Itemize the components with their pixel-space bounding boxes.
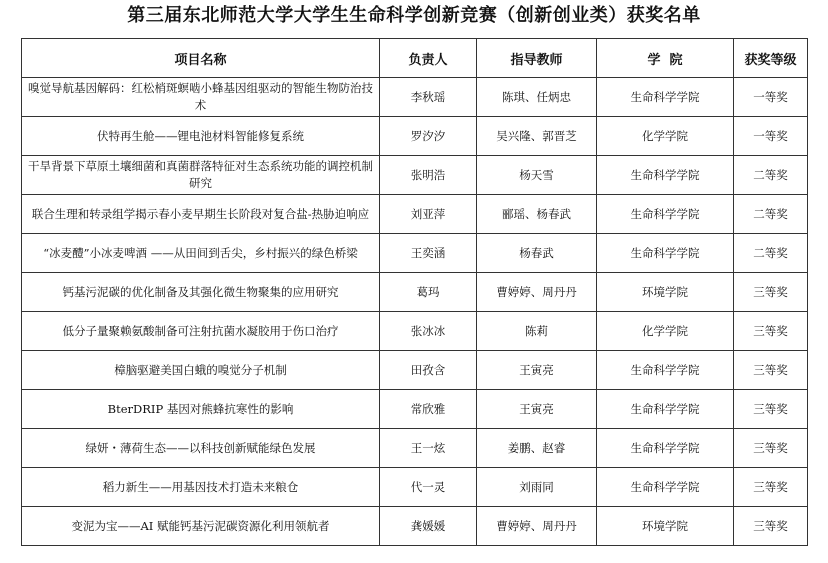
- award-cell: 三等奖: [734, 429, 808, 468]
- college-cell: 生命科学学院: [597, 156, 734, 195]
- header-college: 学 院: [597, 39, 734, 78]
- college-cell: 生命科学学院: [597, 351, 734, 390]
- advisor-cell: 刘雨同: [477, 468, 597, 507]
- college-cell: 环境学院: [597, 507, 734, 546]
- project-name-cell: 变泥为宝——AI 赋能钙基污泥碳资源化利用领航者: [22, 507, 380, 546]
- table-row: [22, 429, 808, 468]
- leader-cell: 刘亚萍: [380, 195, 477, 234]
- table-row: [22, 117, 808, 156]
- college-cell: 生命科学学院: [597, 78, 734, 117]
- advisor-cell: 姜鹏、赵睿: [477, 429, 597, 468]
- advisor-cell: 曹婷婷、周丹丹: [477, 273, 597, 312]
- leader-cell: 张冰冰: [380, 312, 477, 351]
- header-award: 获奖等级: [734, 39, 808, 78]
- award-cell: 三等奖: [734, 351, 808, 390]
- award-cell: 三等奖: [734, 312, 808, 351]
- award-cell: 一等奖: [734, 78, 808, 117]
- table-row: [22, 78, 808, 117]
- college-cell: 生命科学学院: [597, 390, 734, 429]
- project-name-cell: BterDRIP 基因对熊蜂抗寒性的影响: [22, 390, 380, 429]
- advisor-cell: 杨天雪: [477, 156, 597, 195]
- college-cell: 环境学院: [597, 273, 734, 312]
- header-advisor: 指导教师: [477, 39, 597, 78]
- leader-cell: 龚媛媛: [380, 507, 477, 546]
- project-name-cell: 绿妍・薄荷生态——以科技创新赋能绿色发展: [22, 429, 380, 468]
- project-name-cell: 联合生理和转录组学揭示春小麦早期生长阶段对复合盐-热胁迫响应: [22, 195, 380, 234]
- award-cell: 三等奖: [734, 507, 808, 546]
- project-name-cell: 樟脑驱避美国白蛾的嗅觉分子机制: [22, 351, 380, 390]
- advisor-cell: 陈琪、任炳忠: [477, 78, 597, 117]
- college-cell: 化学学院: [597, 117, 734, 156]
- project-name-cell: 嗅觉导航基因解码：红松梢斑螟啮小蜂基因组驱动的智能生物防治技术: [22, 78, 380, 117]
- award-cell: 二等奖: [734, 234, 808, 273]
- advisor-cell: 曹婷婷、周丹丹: [477, 507, 597, 546]
- project-name-cell: 钙基污泥碳的优化制备及其强化微生物聚集的应用研究: [22, 273, 380, 312]
- table-header-row: [22, 39, 808, 78]
- project-name-cell: 伏特再生舱——锂电池材料智能修复系统: [22, 117, 380, 156]
- award-table: [21, 38, 808, 546]
- award-cell: 三等奖: [734, 390, 808, 429]
- leader-cell: 葛玛: [380, 273, 477, 312]
- table-row: [22, 195, 808, 234]
- advisor-cell: 杨春武: [477, 234, 597, 273]
- advisor-cell: 郦瑶、杨春武: [477, 195, 597, 234]
- leader-cell: 常欣雅: [380, 390, 477, 429]
- project-name-cell: 干旱背景下草原土壤细菌和真菌群落特征对生态系统功能的调控机制研究: [22, 156, 380, 195]
- college-cell: 生命科学学院: [597, 234, 734, 273]
- leader-cell: 王一炫: [380, 429, 477, 468]
- header-leader: 负责人: [380, 39, 477, 78]
- project-name-cell: 低分子量聚赖氨酸制备可注射抗菌水凝胶用于伤口治疗: [22, 312, 380, 351]
- college-cell: 生命科学学院: [597, 429, 734, 468]
- table-row: [22, 312, 808, 351]
- project-name-cell: 稻力新生——用基因技术打造未来粮仓: [22, 468, 380, 507]
- project-name-cell: “冰麦醴”小冰麦啤酒 ——从田间到舌尖，乡村振兴的绿色桥梁: [22, 234, 380, 273]
- advisor-cell: 王寅亮: [477, 390, 597, 429]
- award-cell: 二等奖: [734, 156, 808, 195]
- leader-cell: 李秋瑶: [380, 78, 477, 117]
- advisor-cell: 吴兴隆、郭晋芝: [477, 117, 597, 156]
- leader-cell: 罗汐汐: [380, 117, 477, 156]
- table-row: [22, 156, 808, 195]
- table-row: [22, 351, 808, 390]
- table-row: [22, 507, 808, 546]
- table-row: [22, 390, 808, 429]
- award-cell: 一等奖: [734, 117, 808, 156]
- award-cell: 二等奖: [734, 195, 808, 234]
- leader-cell: 代一灵: [380, 468, 477, 507]
- college-cell: 生命科学学院: [597, 195, 734, 234]
- table-row: [22, 468, 808, 507]
- advisor-cell: 王寅亮: [477, 351, 597, 390]
- table-row: [22, 273, 808, 312]
- college-cell: 化学学院: [597, 312, 734, 351]
- page-title: 第三届东北师范大学大学生生命科学创新竞赛（创新创业类）获奖名单: [127, 5, 701, 26]
- award-cell: 三等奖: [734, 468, 808, 507]
- award-cell: 三等奖: [734, 273, 808, 312]
- leader-cell: 王奕涵: [380, 234, 477, 273]
- college-cell: 生命科学学院: [597, 468, 734, 507]
- header-project-name: 项目名称: [22, 39, 380, 78]
- advisor-cell: 陈莉: [477, 312, 597, 351]
- leader-cell: 田孜含: [380, 351, 477, 390]
- leader-cell: 张明浩: [380, 156, 477, 195]
- table-row: [22, 234, 808, 273]
